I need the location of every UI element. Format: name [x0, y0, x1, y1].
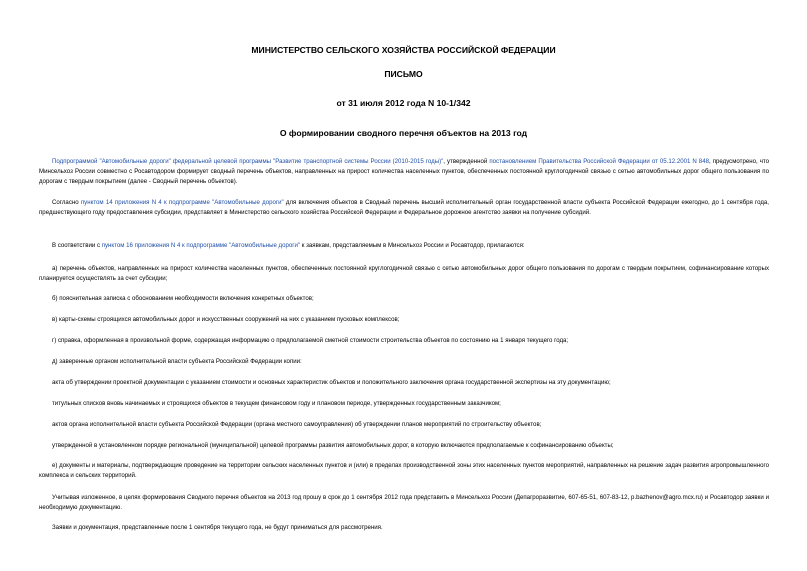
document-type-heading: ПИСЬМО	[384, 69, 423, 79]
paragraph-attachments-intro	[39, 241, 769, 251]
list-item-v: в) карты-схемы строящихся автомобильных дорог и искусственных сооружений на них с указанием пусковых комплексов;	[52, 316, 400, 323]
link-clause-14[interactable]: пунктом 14 приложения N 4 к подпрограмме "Автомобильные дороги"	[80, 199, 284, 206]
ministry-heading: МИНИСТЕРСТВО СЕЛЬСКОГО ХОЗЯЙСТВА РОССИЙСКОЙ ФЕДЕРАЦИИ	[251, 45, 556, 55]
paragraph-request: Учитывая изложенное, в целях формирования Сводного перечня объектов на 2013 год прошу в срок до 1 сентября 2012 года представить в Минсельхоз России (Депагроразвитие, 607-65-51, 607-83-12, p.bazhenov@agro.mcx.ru) и Росавтодор заявки и необходимую документацию.	[39, 494, 769, 511]
paragraph-text: Согласно	[52, 199, 81, 206]
paragraph-applications	[39, 198, 769, 218]
link-government-decree[interactable]: постановлением Правительства Российской Федерации от 05.12.2001 N 848	[489, 158, 709, 165]
date-number-heading: от 31 июля 2012 года N 10-1/342	[336, 98, 471, 108]
paragraph-text: к заявкам, представляемым в Минсельхоз России и Росавтодор, прилагаются:	[300, 242, 525, 249]
paragraph-deadline-note: Заявки и документация, представленные после 1 сентября текущего года, не будут приниматься для рассмотрения.	[52, 524, 383, 531]
paragraph-text: для включения объектов в Сводный перечень высший исполнительный орган государственной власти субъекта Российской Федерации ежегодно, до 1 сентября года, предшествующего году предоставления субсидии, представляет в Министерство сельского хозяйства Российской Федерации и Федеральное дорожное агентство заявки на получение субсидий.	[39, 199, 769, 216]
paragraph-program-intro	[39, 157, 769, 186]
paragraph-text: В соответствии с	[52, 242, 102, 249]
list-item-g: г) справка, оформленная в произвольной форме, содержащая информацию о предполагаемой сметной стоимости строительства объектов по состоянию на 1 января текущего года;	[52, 337, 569, 344]
list-item-a: а) перечень объектов, направленных на прирост количества населенных пунктов, обеспеченных постоянной круглогодичной связью с сетью автомобильных дорог общего пользования по дорогам с твердым покрытием, софинансирование которых планируется осуществлять за счет субсидии;	[39, 265, 769, 282]
list-item-b: б) пояснительная записка с обоснованием необходимости включения конкретных объектов;	[52, 295, 314, 302]
paragraph-text: , утвержденной	[443, 158, 490, 165]
list-item-d-title-lists: титульных списков вновь начинаемых и строящихся объектов в текущем финансовом году и плановом периоде, утвержденных государственным заказчиком;	[52, 400, 501, 407]
list-item-d-program: утвержденной в установленном порядке региональной (муниципальной) целевой программы развития автомобильных дорог, в которую включаются предполагаемые к софинансированию объекты;	[52, 442, 614, 449]
list-item-d-acts: актов органа исполнительной власти субъекта Российской Федерации (органа местного самоуправления) об утверждении планов мероприятий по строительству объектов;	[52, 421, 542, 428]
list-item-d: д) заверенные органом исполнительной власти субъекта Российской Федерации копии:	[52, 358, 302, 365]
paragraph-text: , предусмотрено, что Минсельхоз России совместно с Росавтодором формирует сводный перечень объектов, направленных на прирост количества населенных пунктов, обеспеченных постоянной круглогодичной связью с сетью автомобильных дорог общего пользования по дорогам с твердым покрытием (далее - Сводный перечень объектов).	[39, 158, 769, 185]
subject-heading: О формировании сводного перечня объектов на 2013 год	[279, 128, 528, 138]
list-item-e: е) документы и материалы, подтверждающие проведение на территории сельских населенных пунктов и (или) в пределах производственной зоны этих населенных пунктов мероприятий, направленных на решение задач развития агропромышленного комплекса и сельских территорий.	[39, 462, 769, 479]
link-clause-16[interactable]: пунктом 16 приложения N 4 к подпрограмме "Автомобильные дороги"	[101, 242, 301, 249]
link-subprogram-roads[interactable]: Подпрограммой "Автомобильные дороги" федеральной целевой программы "Развитие транспортной системы России (2010-2015 годы)"	[52, 158, 444, 165]
list-item-d-act: акта об утверждении проектной документации с указанием стоимости и основных характеристик объектов и положительного заключения органа государственной экспертизы на эту документацию;	[52, 379, 611, 386]
